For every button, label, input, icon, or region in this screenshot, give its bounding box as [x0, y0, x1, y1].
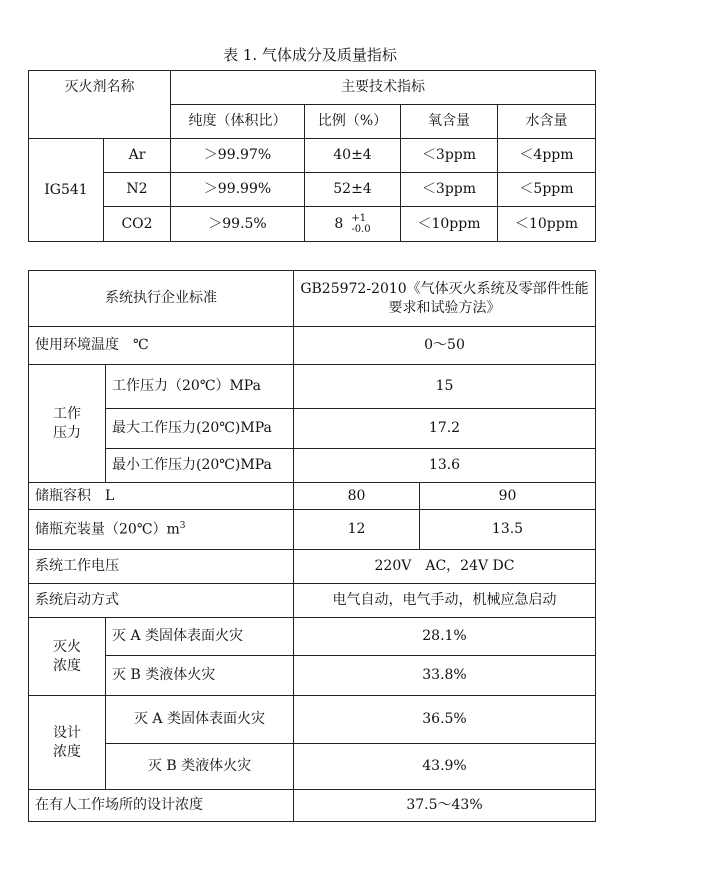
table-row: [29, 207, 596, 242]
system-spec-table: [28, 270, 596, 822]
fill-label-sup: 3: [179, 520, 186, 531]
design-value: 43.9%: [294, 744, 596, 790]
oxygen-cell: ＜10ppm: [401, 207, 498, 242]
col-header-water: 水含量: [498, 105, 596, 139]
volume-label: 储瓶容积 L: [29, 483, 294, 510]
water-cell: ＜4ppm: [498, 139, 596, 173]
voltage-value: 220V AC，24V DC: [294, 550, 596, 584]
pressure-group-label: 工作 压力: [29, 365, 106, 483]
agent-name: IG541: [29, 139, 104, 242]
ratio-cell: 40±4: [305, 139, 401, 173]
standard-value: GB25972-2010《气体灭火系统及零部件性能要求和试验方法》: [294, 271, 596, 327]
design-label: 灭 B 类液体火灾: [106, 744, 294, 790]
temp-value: 0～50: [294, 327, 596, 365]
spec-header: 主要技术指标: [171, 71, 596, 105]
ext-value: 28.1%: [294, 618, 596, 656]
oxygen-cell: ＜3ppm: [401, 173, 498, 207]
fill-label-text: 储瓶充装量（20℃）m: [35, 521, 180, 538]
agent-name-header: 灭火剂名称: [29, 71, 171, 139]
design-group-label: 设计 浓度: [29, 696, 106, 790]
fill-label: [29, 510, 294, 550]
voltage-label: 系统工作电压: [29, 550, 294, 584]
table-row: [29, 173, 596, 207]
gas-name: Ar: [104, 139, 171, 173]
fill-value: 13.5: [420, 510, 596, 550]
start-value: 电气自动，电气手动，机械应急启动: [294, 584, 596, 618]
gas-name: N2: [104, 173, 171, 207]
ext-label: 灭 B 类液体火灾: [106, 656, 294, 696]
purity-cell: ＞99.99%: [171, 173, 305, 207]
ext-group-label: 灭火 浓度: [29, 618, 106, 696]
fill-value: 12: [294, 510, 420, 550]
ratio-value: 8: [334, 216, 344, 232]
col-header-oxygen: 氧含量: [401, 105, 498, 139]
purity-cell: ＞99.97%: [171, 139, 305, 173]
design-label: 灭 A 类固体表面火灾: [106, 696, 294, 744]
occupied-label: 在有人工作场所的设计浓度: [29, 790, 294, 822]
pressure-label: 工作压力（20℃）MPa: [106, 365, 294, 409]
ratio-tolerance: [351, 213, 370, 235]
gas-composition-table: [28, 70, 596, 242]
pressure-value: 15: [294, 365, 596, 409]
water-cell: ＜5ppm: [498, 173, 596, 207]
volume-value: 80: [294, 483, 420, 510]
col-header-purity: 纯度（体积比）: [171, 105, 305, 139]
pressure-value: 17.2: [294, 409, 596, 449]
design-value: 36.5%: [294, 696, 596, 744]
pressure-label: 最小工作压力(20℃)MPa: [106, 449, 294, 483]
ext-label: 灭 A 类固体表面火灾: [106, 618, 294, 656]
pressure-value: 13.6: [294, 449, 596, 483]
tolerance-minus: -0.0: [351, 224, 371, 235]
oxygen-cell: ＜3ppm: [401, 139, 498, 173]
standard-label: 系统执行企业标准: [29, 271, 294, 327]
col-header-ratio: 比例（%）: [305, 105, 401, 139]
ratio-cell: [305, 207, 401, 242]
pressure-label: 最大工作压力(20℃)MPa: [106, 409, 294, 449]
table-caption: 表 1. 气体成分及质量指标: [223, 46, 397, 64]
table-row: [29, 139, 596, 173]
gas-name: CO2: [104, 207, 171, 242]
start-label: 系统启动方式: [29, 584, 294, 618]
tolerance-plus: +1: [351, 213, 367, 224]
volume-value: 90: [420, 483, 596, 510]
occupied-value: 37.5～43%: [294, 790, 596, 822]
ratio-cell: 52±4: [305, 173, 401, 207]
purity-cell: ＞99.5%: [171, 207, 305, 242]
water-cell: ＜10ppm: [498, 207, 596, 242]
temp-label: 使用环境温度 ℃: [29, 327, 294, 365]
ext-value: 33.8%: [294, 656, 596, 696]
